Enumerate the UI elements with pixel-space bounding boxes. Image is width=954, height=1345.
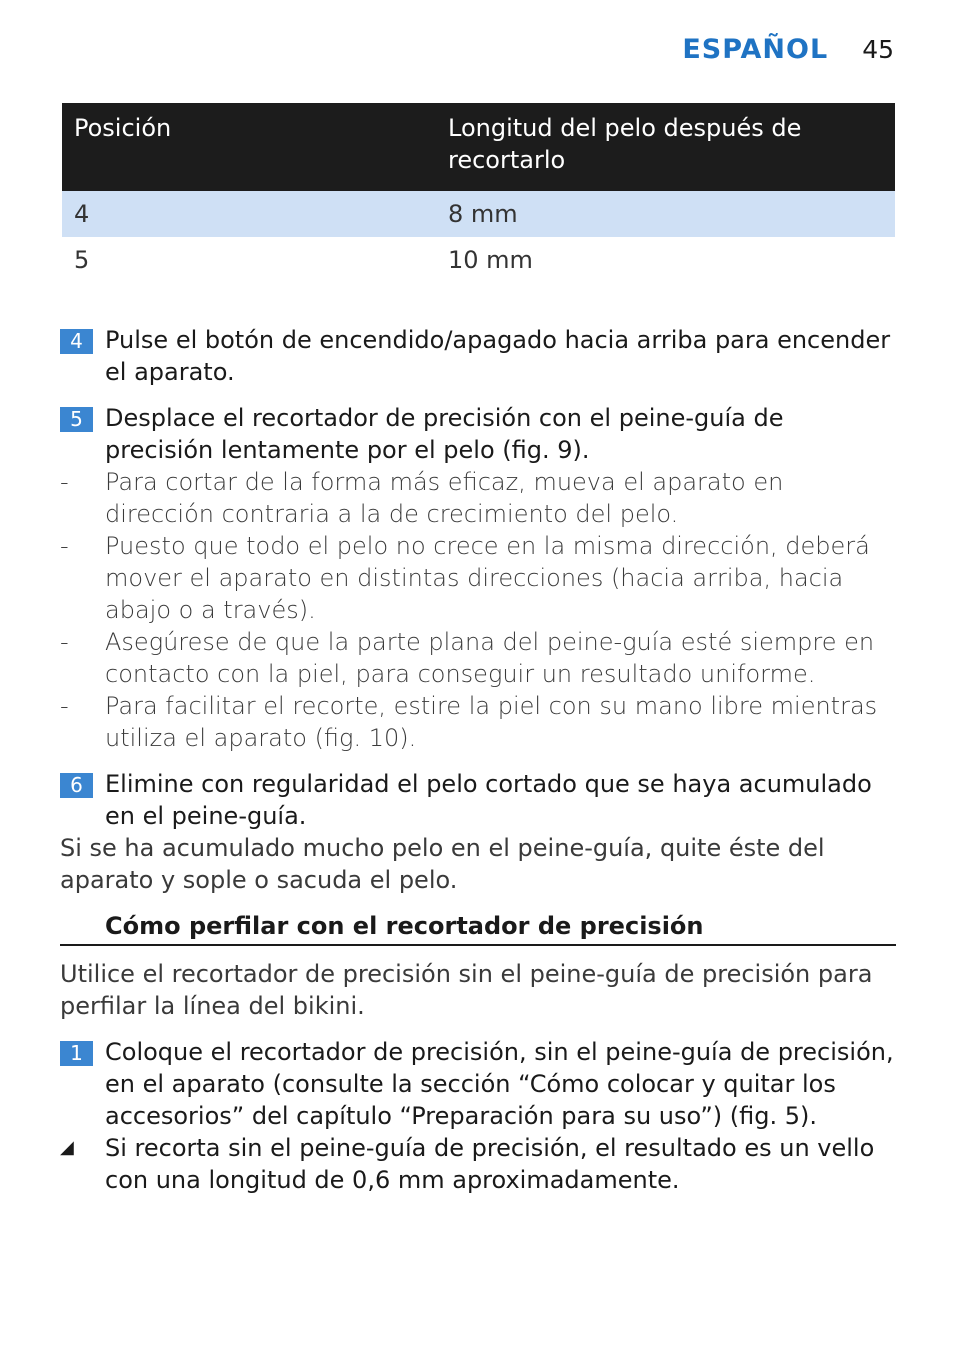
list-item xyxy=(60,466,896,530)
step-5 xyxy=(60,402,896,466)
note-paragraph: Si se ha acumulado mucho pelo en el peine-guía, quite éste del aparato y sople o sacuda el pelo. xyxy=(60,834,825,894)
bullet-text: Para cortar de la forma más eficaz, mueva el aparato en dirección contraria a la de crecimiento del pelo. xyxy=(105,468,784,528)
section-heading: Cómo perfilar con el recortador de precisión xyxy=(60,910,896,946)
tip-arrow-icon: ◢ xyxy=(60,1137,74,1158)
header-length: Longitud del pelo después de recortarlo xyxy=(448,114,802,174)
list-item xyxy=(60,626,896,690)
table-row xyxy=(62,191,895,237)
list-item xyxy=(60,530,896,626)
list-item xyxy=(60,690,896,754)
cell-position: 4 xyxy=(74,200,90,228)
dash-marker: - xyxy=(60,532,69,560)
step-6 xyxy=(60,768,896,832)
bullet-text: Puesto que todo el pelo no crece en la misma dirección, deberá mover el aparato en distintas direcciones (hacia arriba, hacia abajo o a través). xyxy=(105,532,870,624)
bullet-text: Para facilitar el recorte, estire la piel con su mano libre mientras utiliza el aparato (fig. 10). xyxy=(105,692,878,752)
step-number: 1 xyxy=(60,1041,93,1066)
dash-marker: - xyxy=(60,468,69,496)
length-table xyxy=(62,103,895,283)
step-text: Coloque el recortador de precisión, sin el peine-guía de precisión, en el aparato (consulte la sección “Cómo colocar y quitar los accesorios” del capítulo “Preparación para su uso”) (fig. 5). xyxy=(105,1038,894,1130)
step-number: 4 xyxy=(60,329,93,354)
section-intro: Utilice el recortador de precisión sin el peine-guía de precisión para perfilar la línea del bikini. xyxy=(60,960,873,1020)
tip-text: Si recorta sin el peine-guía de precisión, el resultado es un vello con una longitud de 0,6 mm aproximadamente. xyxy=(105,1134,875,1194)
step-text: Elimine con regularidad el pelo cortado que se haya acumulado en el peine-guía. xyxy=(105,770,872,830)
dash-marker: - xyxy=(60,692,69,720)
step-number: 6 xyxy=(60,773,93,798)
language-label: ESPAÑOL xyxy=(682,34,829,65)
page-number: 45 xyxy=(862,35,894,64)
tip-item xyxy=(60,1132,896,1196)
step-text: Desplace el recortador de precisión con el peine-guía de precisión lentamente por el pelo (fig. 9). xyxy=(105,404,784,464)
instructions xyxy=(60,324,896,1196)
cell-length: 10 mm xyxy=(448,246,533,274)
cell-length: 8 mm xyxy=(448,200,518,228)
cell-position: 5 xyxy=(74,246,90,274)
dash-marker: - xyxy=(60,628,69,656)
step-4 xyxy=(60,324,896,388)
bullet-text: Asegúrese de que la parte plana del peine-guía esté siempre en contacto con la piel, para conseguir un resultado uniforme. xyxy=(105,628,875,688)
step-1 xyxy=(60,1036,896,1132)
table-row xyxy=(62,237,895,283)
step-text: Pulse el botón de encendido/apagado hacia arriba para encender el aparato. xyxy=(105,326,891,386)
page-header xyxy=(682,34,894,65)
table-header xyxy=(62,103,895,191)
header-position: Posición xyxy=(74,114,172,142)
step-number: 5 xyxy=(60,407,93,432)
